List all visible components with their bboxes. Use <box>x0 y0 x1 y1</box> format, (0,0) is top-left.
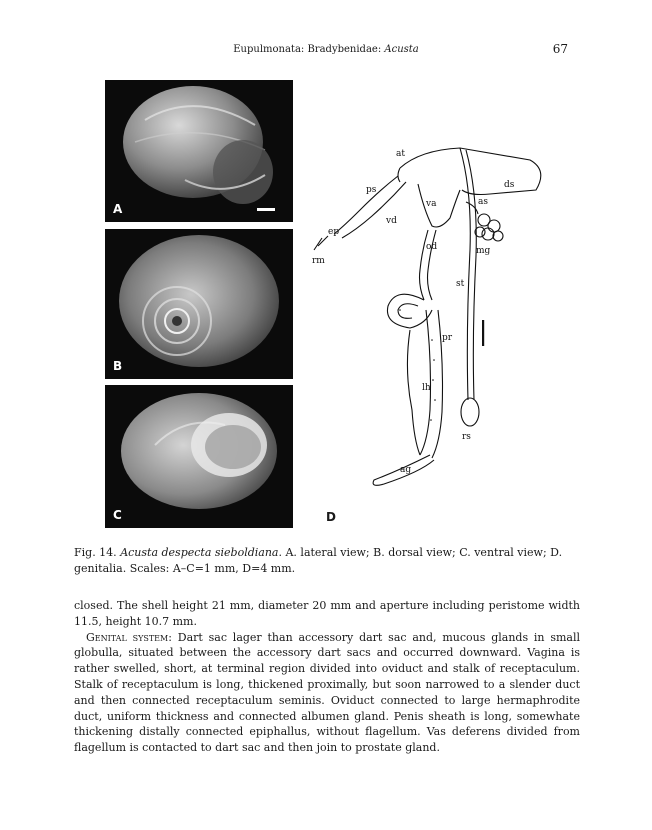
label-mg: mg <box>476 246 491 256</box>
label-od: od <box>426 242 438 252</box>
paragraph-2 <box>74 630 580 756</box>
label-as: as <box>478 197 488 207</box>
caption-prefix: Fig. 14. <box>74 546 121 559</box>
label-ep: ep <box>328 227 340 237</box>
shell-photo-ventral <box>105 385 293 528</box>
diagram-scale-bar <box>482 320 484 346</box>
panel-label-c: C <box>113 508 122 522</box>
shell-photo-dorsal <box>105 229 293 379</box>
running-title: Eupulmonata: Bradybenidae: <box>233 44 385 55</box>
paragraph-2-text: : Dart sac lager than accessory dart sac and, mucous glands in small globulla, situated between the accessory dart sacs and occurred downward. Vagina is rather swelled, short, at terminal region divided into oviduct and stalk of receptaculum. Stalk of receptaculum is long, thickened proximally, but soon narrowed to a slender duct and then connected receptaculum seminis. Oviduct connected to large hermaphrodite duct, uniform thickness and connected albumen gland. Penis sheath is long, somewhate thickening distally connected epiphallus, without flagellum. Vas deferens divided from flagellum is contacted to dart sac and then join to prostate gland. <box>74 630 581 755</box>
scale-bar <box>257 208 275 211</box>
panel-label-a: A <box>113 202 123 216</box>
label-rm: rm <box>312 256 325 266</box>
panel-label-b: B <box>113 359 123 373</box>
label-ds: ds <box>504 180 515 190</box>
caption-rest: . A. lateral view; B. dorsal view; C. ventral view; D. genitalia. Scales: A–C=1 mm, D=4 mm. <box>74 546 563 575</box>
paragraph-1: closed. The shell height 21 mm, diameter 20 mm and aperture including peristome width 11.5, height 10.7 mm. <box>74 599 580 628</box>
shell-lateral-image <box>105 80 293 222</box>
page-number: 67 <box>552 42 568 56</box>
body-text <box>74 598 580 756</box>
label-st: st <box>456 279 465 289</box>
genitalia-diagram <box>300 110 548 520</box>
figure-caption <box>74 545 580 577</box>
label-lh: lh <box>422 383 431 393</box>
label-at: at <box>396 149 405 159</box>
shell-dorsal-image <box>105 229 293 379</box>
label-va: va <box>426 199 437 209</box>
caption-species: Acusta despecta sieboldiana <box>120 546 279 559</box>
shell-ventral-image <box>105 385 293 528</box>
label-rs: rs <box>462 432 471 442</box>
panel-label-d: D <box>326 510 336 524</box>
label-ag: ag <box>400 465 412 475</box>
genitalia-drawing <box>300 110 548 520</box>
running-genus: Acusta <box>384 44 419 55</box>
genital-system-heading: Genital system <box>86 630 169 644</box>
label-pr: pr <box>442 333 453 343</box>
label-ps: ps <box>366 185 377 195</box>
shell-photo-lateral <box>105 80 293 222</box>
label-vd: vd <box>386 216 397 226</box>
